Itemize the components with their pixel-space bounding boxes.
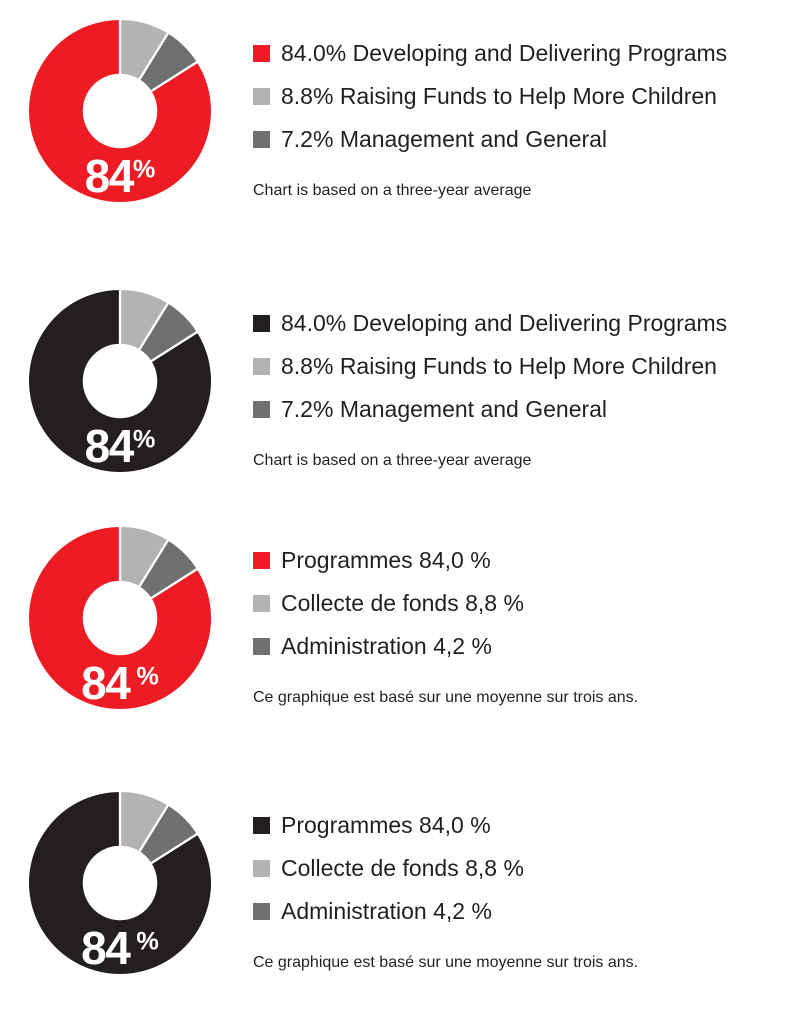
legend-item (253, 590, 524, 616)
donut-english-black (25, 286, 215, 476)
legend-label: 8.8% Raising Funds to Help More Children (281, 352, 717, 379)
donut-french-red (25, 523, 215, 713)
legend-swatch-icon (253, 595, 270, 612)
legend-label: 7.2% Management and General (281, 395, 608, 422)
percent-sign: % (132, 155, 156, 184)
legend-label: Administration 4,2 % (281, 632, 492, 659)
donut-english-red (25, 16, 215, 206)
donut-center-label (25, 150, 215, 202)
legend-swatch-icon (253, 552, 270, 569)
legend-item (253, 633, 524, 659)
legend-item (253, 812, 524, 838)
legend-swatch-icon (253, 45, 270, 62)
legend-label: Collecte de fonds 8,8 % (281, 854, 524, 881)
legend-label: 84.0% Developing and Delivering Programs (281, 39, 728, 66)
chart-block-english-red (0, 16, 791, 226)
legend-item (253, 547, 524, 573)
chart-note: Ce graphique est basé sur une moyenne sur trois ans. (253, 954, 639, 971)
legend-item (253, 396, 727, 422)
chart-note: Ce graphique est basé sur une moyenne sur trois ans. (253, 689, 639, 706)
chart-block-french-red (0, 523, 791, 733)
donut-center-value: 84 (84, 150, 133, 202)
legend-swatch-icon (253, 401, 270, 418)
legend-swatch-icon (253, 638, 270, 655)
legend (253, 547, 524, 676)
donut-center-label (25, 922, 215, 974)
legend-swatch-icon (253, 358, 270, 375)
legend (253, 40, 727, 169)
percent-sign: % (129, 927, 159, 956)
legend-item (253, 353, 727, 379)
legend-label: 8.8% Raising Funds to Help More Children (281, 82, 717, 109)
legend-swatch-icon (253, 903, 270, 920)
chart-note: Chart is based on a three-year average (253, 182, 532, 199)
legend-item (253, 83, 727, 109)
chart-block-french-black (0, 788, 791, 998)
legend-swatch-icon (253, 817, 270, 834)
legend-item (253, 855, 524, 881)
legend-item (253, 310, 727, 336)
donut-center-value: 84 (81, 657, 130, 709)
chart-note: Chart is based on a three-year average (253, 452, 532, 469)
legend-label: Programmes 84,0 % (281, 811, 491, 838)
legend (253, 310, 727, 439)
legend-swatch-icon (253, 315, 270, 332)
legend-swatch-icon (253, 860, 270, 877)
chart-block-english-black (0, 286, 791, 496)
donut-center-label (25, 657, 215, 709)
donut-center-value: 84 (84, 420, 133, 472)
legend-label: Administration 4,2 % (281, 897, 492, 924)
donut-center-value: 84 (81, 922, 130, 974)
legend-label: 7.2% Management and General (281, 125, 608, 152)
legend (253, 812, 524, 941)
legend-swatch-icon (253, 131, 270, 148)
legend-item (253, 40, 727, 66)
donut-center-label (25, 420, 215, 472)
legend-swatch-icon (253, 88, 270, 105)
legend-label: Programmes 84,0 % (281, 546, 491, 573)
donut-french-black (25, 788, 215, 978)
legend-item (253, 898, 524, 924)
legend-item (253, 126, 727, 152)
percent-sign: % (132, 425, 156, 454)
percent-sign: % (129, 662, 159, 691)
legend-label: Collecte de fonds 8,8 % (281, 589, 524, 616)
legend-label: 84.0% Developing and Delivering Programs (281, 309, 728, 336)
